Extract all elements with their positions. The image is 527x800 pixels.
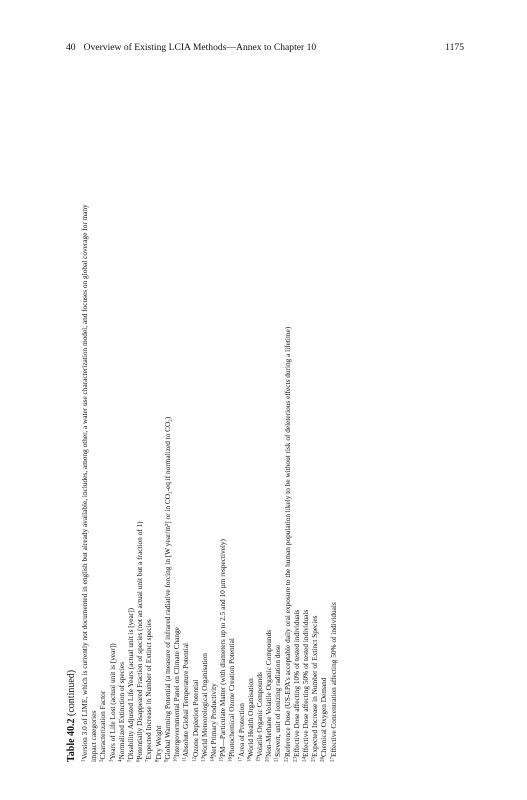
footnote <box>98 204 107 762</box>
footnote <box>283 327 292 762</box>
footnote-marker: 2 <box>99 759 105 762</box>
footnote <box>89 204 98 762</box>
footnote <box>255 327 264 762</box>
footnote <box>172 327 181 762</box>
footnote-text: impact categories <box>89 710 99 762</box>
footnote-marker: 15 <box>219 757 225 762</box>
footnote-text: Ozone Depletion Potential <box>190 679 200 757</box>
footnote-text: Photochemical Ozone Creation Potential <box>227 638 237 757</box>
footnote-marker: 17 <box>238 757 244 762</box>
footnote-text: Chemical Oxygen Demand <box>319 677 329 757</box>
footnote-marker: 4 <box>118 759 124 762</box>
footnote <box>80 204 89 762</box>
footnote-marker: 16 <box>228 757 234 762</box>
footnote <box>108 204 117 762</box>
footnote <box>200 327 209 762</box>
footnote <box>319 327 328 762</box>
footnote <box>209 327 218 762</box>
footnote-marker: 14 <box>210 757 216 762</box>
footnote-marker: 20 <box>265 757 271 762</box>
footnote-marker: 19 <box>256 757 262 762</box>
footnote <box>292 327 301 762</box>
footnote-marker: 3 <box>109 759 115 762</box>
footnote-marker: 22 <box>284 757 290 762</box>
footnote-marker: 11 <box>182 757 188 762</box>
footnote-marker: 7 <box>145 759 151 762</box>
footnote-text: Characterization Factor <box>98 690 108 760</box>
footnote-text: Normalized Extinction of species <box>116 662 126 760</box>
footnote-text: Reference Dose (US-EPA's acceptable daily oral exposure to the human population likely to be without risk of deleterious effects during a lifetime) <box>282 326 292 757</box>
footnote <box>329 327 338 762</box>
footnote-marker: 21 <box>274 757 280 762</box>
footnote-text: Volatile Organic Compounds <box>255 672 265 757</box>
footnote <box>310 327 319 762</box>
table-continued: (continued) <box>66 669 77 716</box>
footnote <box>135 204 144 762</box>
footnote-text: Global Warming Potential (a measure of infrared radiative forcing in [W year/m²] or in CO₂-eq if normalized to CO₂) <box>163 416 172 760</box>
footnote-marker: 24 <box>302 757 308 762</box>
footnote-text: PM—Particulate Matter (with diameters up to 2.5 and 10 µm respectively) <box>218 539 228 757</box>
footnote-marker: 1 <box>81 759 87 762</box>
chapter-number: 40 <box>66 42 76 53</box>
footnote-text: Area of Protection <box>236 703 246 757</box>
footnote-marker: 25 <box>311 757 317 762</box>
footnotes-part-1 <box>80 204 163 762</box>
table-number: Table 40.2 <box>66 718 77 762</box>
footnote <box>117 204 126 762</box>
footnote-text: Potentially Disappeared Fraction of species (not an actual unit but a fraction of 1) <box>135 521 145 760</box>
footnote-marker: 10 <box>173 757 179 762</box>
footnote-text: Sievert, unit of ionizing radiation dose <box>273 644 283 757</box>
page-header <box>66 42 464 56</box>
footnote <box>181 327 190 762</box>
footnote-marker: 18 <box>247 757 253 762</box>
footnote-text: Intergovernmental Panel on Climate Change <box>172 627 182 757</box>
footnote-marker: 12 <box>192 757 198 762</box>
footnote-text: Version 3.0 of LIME, which is currently not documented in english but already available, includes, among other, a water use characterization model, and focuses on global coverage for many <box>80 204 89 760</box>
footnote-text: Dry Weight <box>153 725 163 760</box>
footnote <box>144 204 153 762</box>
footnote-marker: 5 <box>127 759 133 762</box>
footnote-text: Expected Increase in Number of Extinct Species <box>310 615 320 757</box>
footnote <box>154 204 163 762</box>
footnote-text: Absolute Global Temperature Potential <box>181 642 191 758</box>
footnote-text: Expected Increase in Number of Extinct species <box>144 619 154 760</box>
footnote <box>126 204 135 762</box>
footnote-marker: 13 <box>201 757 207 762</box>
footnote <box>237 327 246 762</box>
footnote <box>191 327 200 762</box>
footnote-text: Disability Adjusted Life Years (actual unit is [year]) <box>126 607 136 760</box>
footnotes-part-2 <box>163 327 338 762</box>
footnote-text: Effective Concentration affecting 50% of individuals <box>328 602 338 757</box>
footnote-text: World Meteorological Organisation <box>199 653 209 757</box>
footnote-text: Years of Life Lost (actual unit is [year]) <box>107 643 117 760</box>
footnote <box>218 327 227 762</box>
footnote <box>246 327 255 762</box>
footnote-text: World Health Organisation <box>245 678 255 757</box>
footnote-marker: 26 <box>320 757 326 762</box>
footnote-marker: 27 <box>330 757 336 762</box>
footnote <box>301 327 310 762</box>
footnote <box>273 327 282 762</box>
footnote <box>264 327 273 762</box>
footnote-text: Effective Dose affecting 10% of tested individuals <box>291 609 301 757</box>
footnote-marker: 8 <box>155 759 161 762</box>
footnote-marker: 23 <box>293 757 299 762</box>
table-title <box>66 670 78 762</box>
footnote-text: Effective Dose affecting 50% of tested individuals <box>301 609 311 757</box>
footnote-text: Non-Methane Volatile Organic Compounds <box>264 629 274 757</box>
footnote <box>163 327 172 762</box>
footnote <box>227 327 236 762</box>
running-title: Overview of Existing LCIA Methods—Annex to Chapter 10 <box>83 42 317 53</box>
page-number: 1175 <box>445 42 464 53</box>
footnote-marker: 9 <box>164 759 170 762</box>
footnote-marker: 6 <box>136 759 142 762</box>
footnote-text: Net Primary Productivity <box>209 683 219 757</box>
